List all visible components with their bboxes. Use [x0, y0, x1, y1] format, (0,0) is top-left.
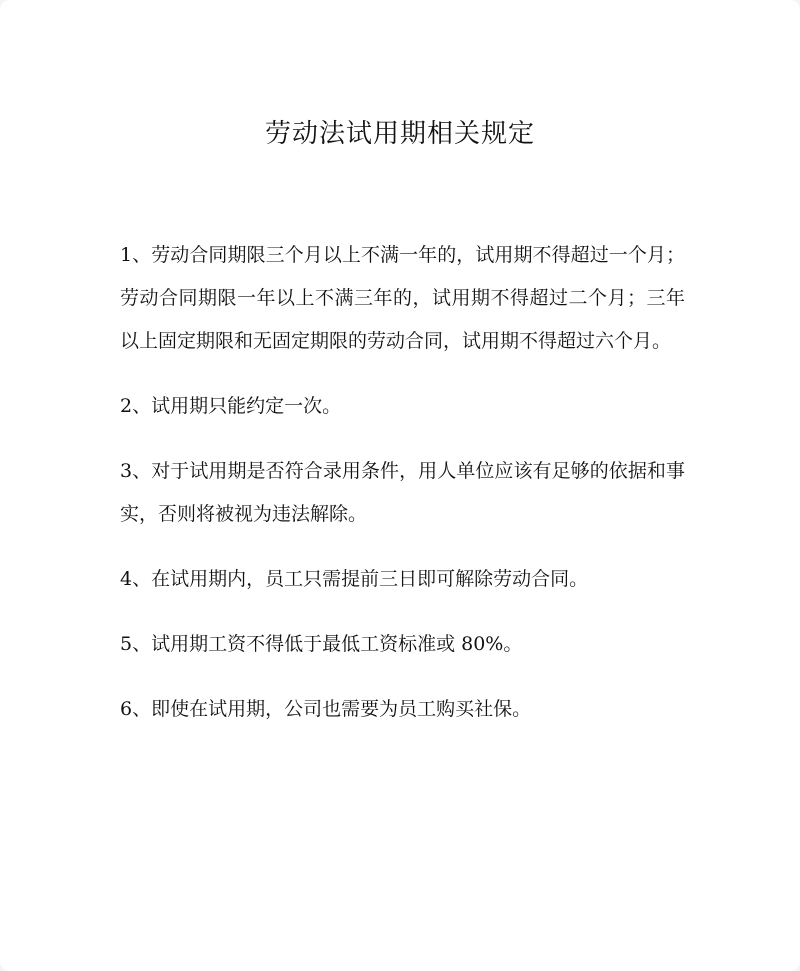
rule-item-2: [120, 385, 685, 428]
rule-number: 4、: [120, 568, 152, 590]
rule-item-5: [120, 623, 685, 666]
rules-list: [120, 234, 685, 753]
rule-text: 劳动合同期限三个月以上不满一年的，试用期不得超过一个月；劳动合同期限一年以上不满三年的，试用期不得超过二个月；三年以上固定期限和无固定期限的劳动合同，试用期不得超过六个月。: [120, 244, 685, 352]
rule-number: 6、: [120, 698, 152, 720]
rule-number: 2、: [120, 395, 152, 417]
rule-text: 对于试用期是否符合录用条件，用人单位应该有足够的依据和事实，否则将被视为违法解除。: [120, 460, 685, 525]
rule-text: 试用期只能约定一次。: [151, 395, 342, 417]
rule-text: 即使在试用期，公司也需要为员工购买社保。: [151, 698, 532, 720]
rule-number: 1、: [120, 244, 152, 266]
rule-item-3: [120, 450, 685, 536]
document-title: 劳动法试用期相关规定: [264, 119, 535, 149]
rule-text: 试用期工资不得低于最低工资标准或 80%。: [151, 633, 523, 655]
rule-number: 3、: [120, 460, 152, 482]
rule-item-4: [120, 558, 685, 601]
rule-item-1: [120, 234, 685, 363]
rule-item-6: [120, 688, 685, 731]
rule-text: 在试用期内，员工只需提前三日即可解除劳动合同。: [151, 568, 589, 590]
rule-number: 5、: [120, 633, 152, 655]
